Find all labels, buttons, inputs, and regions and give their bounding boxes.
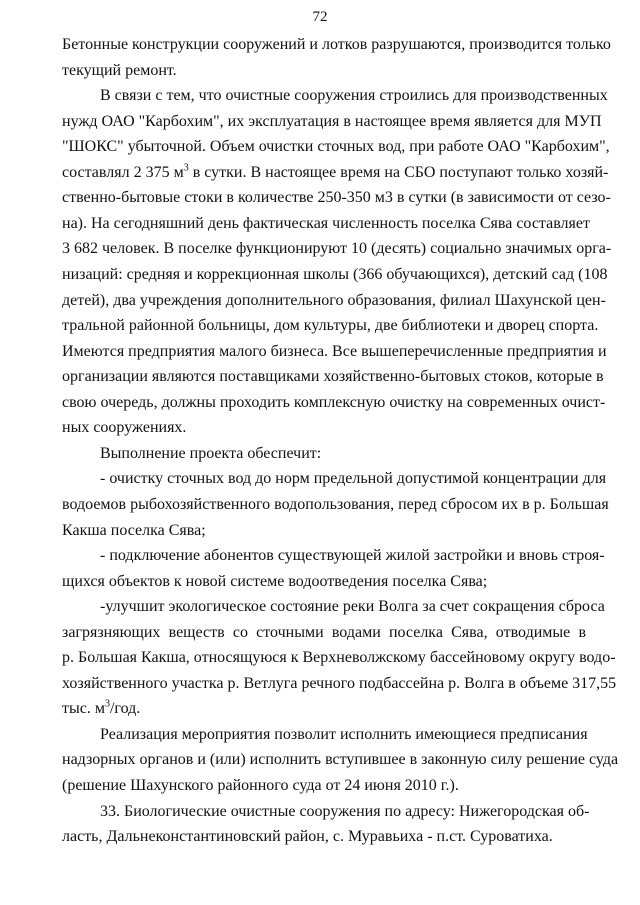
text-line: В связи с тем, что очистные сооружения строились для производственных: [100, 87, 608, 105]
text-line: нужд ОАО "Карбохим", их эксплуатация в настоящее время является для МУП: [62, 112, 602, 130]
text-line: щихся объектов к новой системе водоотведения поселка Сява;: [62, 572, 488, 590]
text-line: ственно-бытовые стоки в количестве 250-350 м3 в сутки (в зависимости от сезо-: [62, 189, 611, 207]
text-line: на). На сегодняшний день фактическая численность поселка Сява составляет: [62, 214, 590, 232]
text-line: Имеются предприятия малого бизнеса. Все вышеперечисленные предприятия и: [62, 342, 607, 360]
text-line: -улучшит экологическое состояние реки Волга за счет сокращения сброса: [100, 598, 605, 616]
text-line: ласть, Дальнеконстантиновский район, с. Муравьиха - п.ст. Суроватиха.: [62, 828, 553, 846]
superscript: 3: [183, 162, 189, 174]
text-line: - подключение абонентов существующей жилой застройки и вновь строя-: [100, 547, 605, 564]
text-line: р. Большая Какша, относящуюся к Верхневолжскому бассейновому округу водо-: [62, 649, 616, 667]
text-line: [62, 160, 609, 186]
text-line: - очистку сточных вод до норм предельной допустимой концентрации для: [100, 470, 607, 488]
text-line: хозяйственного участка р. Ветлуга речного подбассейна р. Волга в объеме 317,55: [62, 674, 617, 692]
text-line: загрязняющих веществ со сточными водами поселка Сява, отводимые в: [62, 623, 586, 641]
text-line: 33. Биологические очистные сооружения по адресу: Нижегородская об-: [100, 802, 590, 820]
text-line: детей), два учреждения дополнительного образования, филиал Шахунской цен-: [62, 291, 606, 309]
text-line: надзорных органов и (или) исполнить вступившее в законную силу решение суда: [62, 751, 619, 769]
text-line: Выполнение проекта обеспечит:: [100, 444, 322, 462]
text-line: организации являются поставщиками хозяйственно-бытовых стоков, которые в: [62, 368, 604, 386]
superscript: 3: [104, 698, 110, 710]
text-fragment: тыс. м: [62, 700, 105, 718]
text-line: низаций: средняя и коррекционная школы (366 обучающихся), детский сад (108: [62, 266, 608, 283]
text-fragment: /год.: [109, 700, 141, 718]
text-line: Реализация мероприятия позволит исполнить имеющиеся предписания: [100, 725, 588, 743]
text-line: свою очередь, должны проходить комплексную очистку на современных очист-: [62, 393, 606, 411]
text-fragment: в сутки. В настоящее время на СБО поступают только хозяй-: [188, 163, 609, 181]
text-line: водоемов рыбохозяйственного водопользования, перед сбросом их в р. Большая: [62, 495, 609, 513]
text-line: (решение Шахунского районного суда от 24 июня 2010 г.).: [62, 777, 459, 794]
text-fragment: составлял 2 375 м: [62, 163, 184, 181]
text-line: "ШОКС" убыточной. Объем очистки сточных вод, при работе ОАО "Карбохим",: [62, 138, 610, 156]
text-line: Бетонные конструкции сооружений и лотков разрушаются, производится только: [62, 36, 611, 53]
text-line: Какша поселка Сява;: [62, 521, 206, 539]
text-line: [62, 696, 586, 722]
text-line: тральной районной больницы, дом культуры, две библиотеки и дворец спорта.: [62, 317, 599, 335]
text-line: 3 682 человек. В поселке функционируют 10 (десять) социально значимых орга-: [62, 240, 612, 258]
text-line: текущий ремонт.: [62, 61, 177, 79]
text-line: ных сооружениях.: [62, 419, 187, 437]
page-number: 72: [312, 9, 328, 25]
